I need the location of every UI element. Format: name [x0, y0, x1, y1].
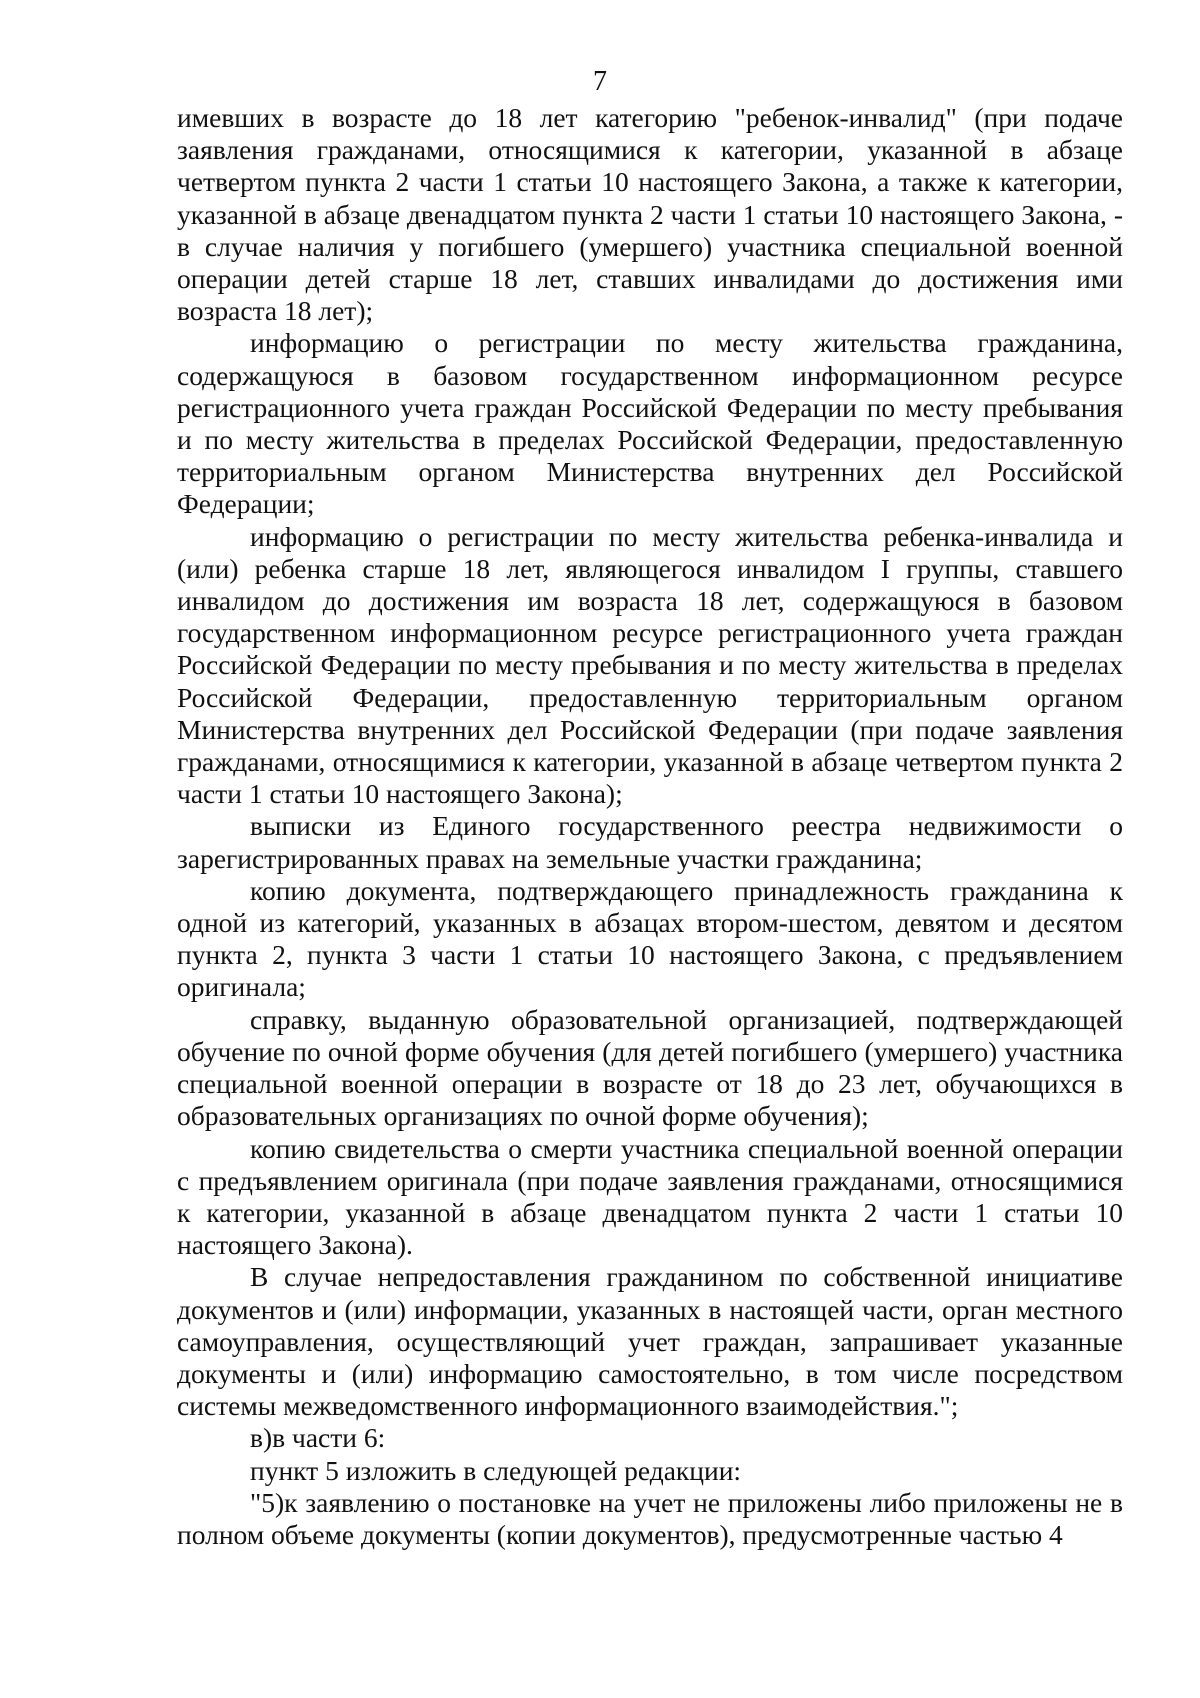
- paragraph-residence-info: информацию о регистрации по месту жительства гражданина, содержащуюся в базовом государственном информационном ресурсе регистрационного учета граждан Российской Федерации по месту пребывания и по месту жительства в пределах Российской Федерации, предоставленную территориальным органом Министерства внутренних дел Российской Федерации;: [177, 327, 1123, 520]
- paragraph-death-certificate: копию свидетельства о смерти участника специальной военной операции с предъявлением оригинала (при подаче заявления гражданами, относящимися к категории, указанной в абзаце двенадцатом пункта 2 части 1 статьи 10 настоящего Закона).: [177, 1132, 1123, 1261]
- paragraph-part-6: в)в части 6:: [250, 1422, 386, 1454]
- document-body: [177, 102, 1123, 1551]
- page-number: 7: [593, 66, 607, 97]
- paragraph-education-certificate: справку, выданную образовательной организацией, подтверждающей обучение по очной форме обучения (для детей погибшего (умершего) участника специальной военной операции в возрасте от 18 до 23 лет, обучающихся в образовательных организациях по очной форме обучения);: [177, 1003, 1123, 1132]
- paragraph-registry-extract: выписки из Единого государственного реестра недвижимости о зарегистрированных правах на земельные участки гражданина;: [177, 810, 1123, 874]
- paragraph-item-5-intro: пункт 5 изложить в следующей редакции:: [250, 1454, 742, 1486]
- paragraph-interagency-request: В случае непредоставления гражданином по собственной инициативе документов и (или) информации, указанных в настоящей части, орган местного самоуправления, осуществляющий учет граждан, запрашивает указанные документы и (или) информацию самостоятельно, в том числе посредством системы межведомственного информационного взаимодействия.";: [177, 1261, 1123, 1422]
- paragraph-item-5-text: "5)к заявлению о постановке на учет не приложены либо приложены не в полном объеме документы (копии документов), предусмотренные частью 4: [177, 1486, 1123, 1550]
- paragraph-continuation: имевших в возрасте до 18 лет категорию "ребенок-инвалид" (при подаче заявления гражданами, относящимися к категории, указанной в абзаце четвертом пункта 2 части 1 статьи 10 настоящего Закона, а также к категории, указанной в абзаце двенадцатом пункта 2 части 1 статьи 10 настоящего Закона, - в случае наличия у погибшего (умершего) участника специальной военной операции детей старше 18 лет, ставших инвалидами до достижения ими возраста 18 лет);: [177, 102, 1123, 327]
- paragraph-child-residence-info: информацию о регистрации по месту жительства ребенка-инвалида и (или) ребенка старше 18 лет, являющегося инвалидом I группы, ставшего инвалидом до достижения им возраста 18 лет, содержащуюся в базовом государственном информационном ресурсе регистрационного учета граждан Российской Федерации по месту пребывания и по месту жительства в пределах Российской Федерации, предоставленную территориальным органом Министерства внутренних дел Российской Федерации (при подаче заявления гражданами, относящимися к категории, указанной в абзаце четвертом пункта 2 части 1 статьи 10 настоящего Закона);: [177, 520, 1123, 810]
- paragraph-category-document: копию документа, подтверждающего принадлежность гражданина к одной из категорий, указанных в абзацах втором-шестом, девятом и десятом пункта 2, пункта 3 части 1 статьи 10 настоящего Закона, с предъявлением оригинала;: [177, 874, 1123, 1003]
